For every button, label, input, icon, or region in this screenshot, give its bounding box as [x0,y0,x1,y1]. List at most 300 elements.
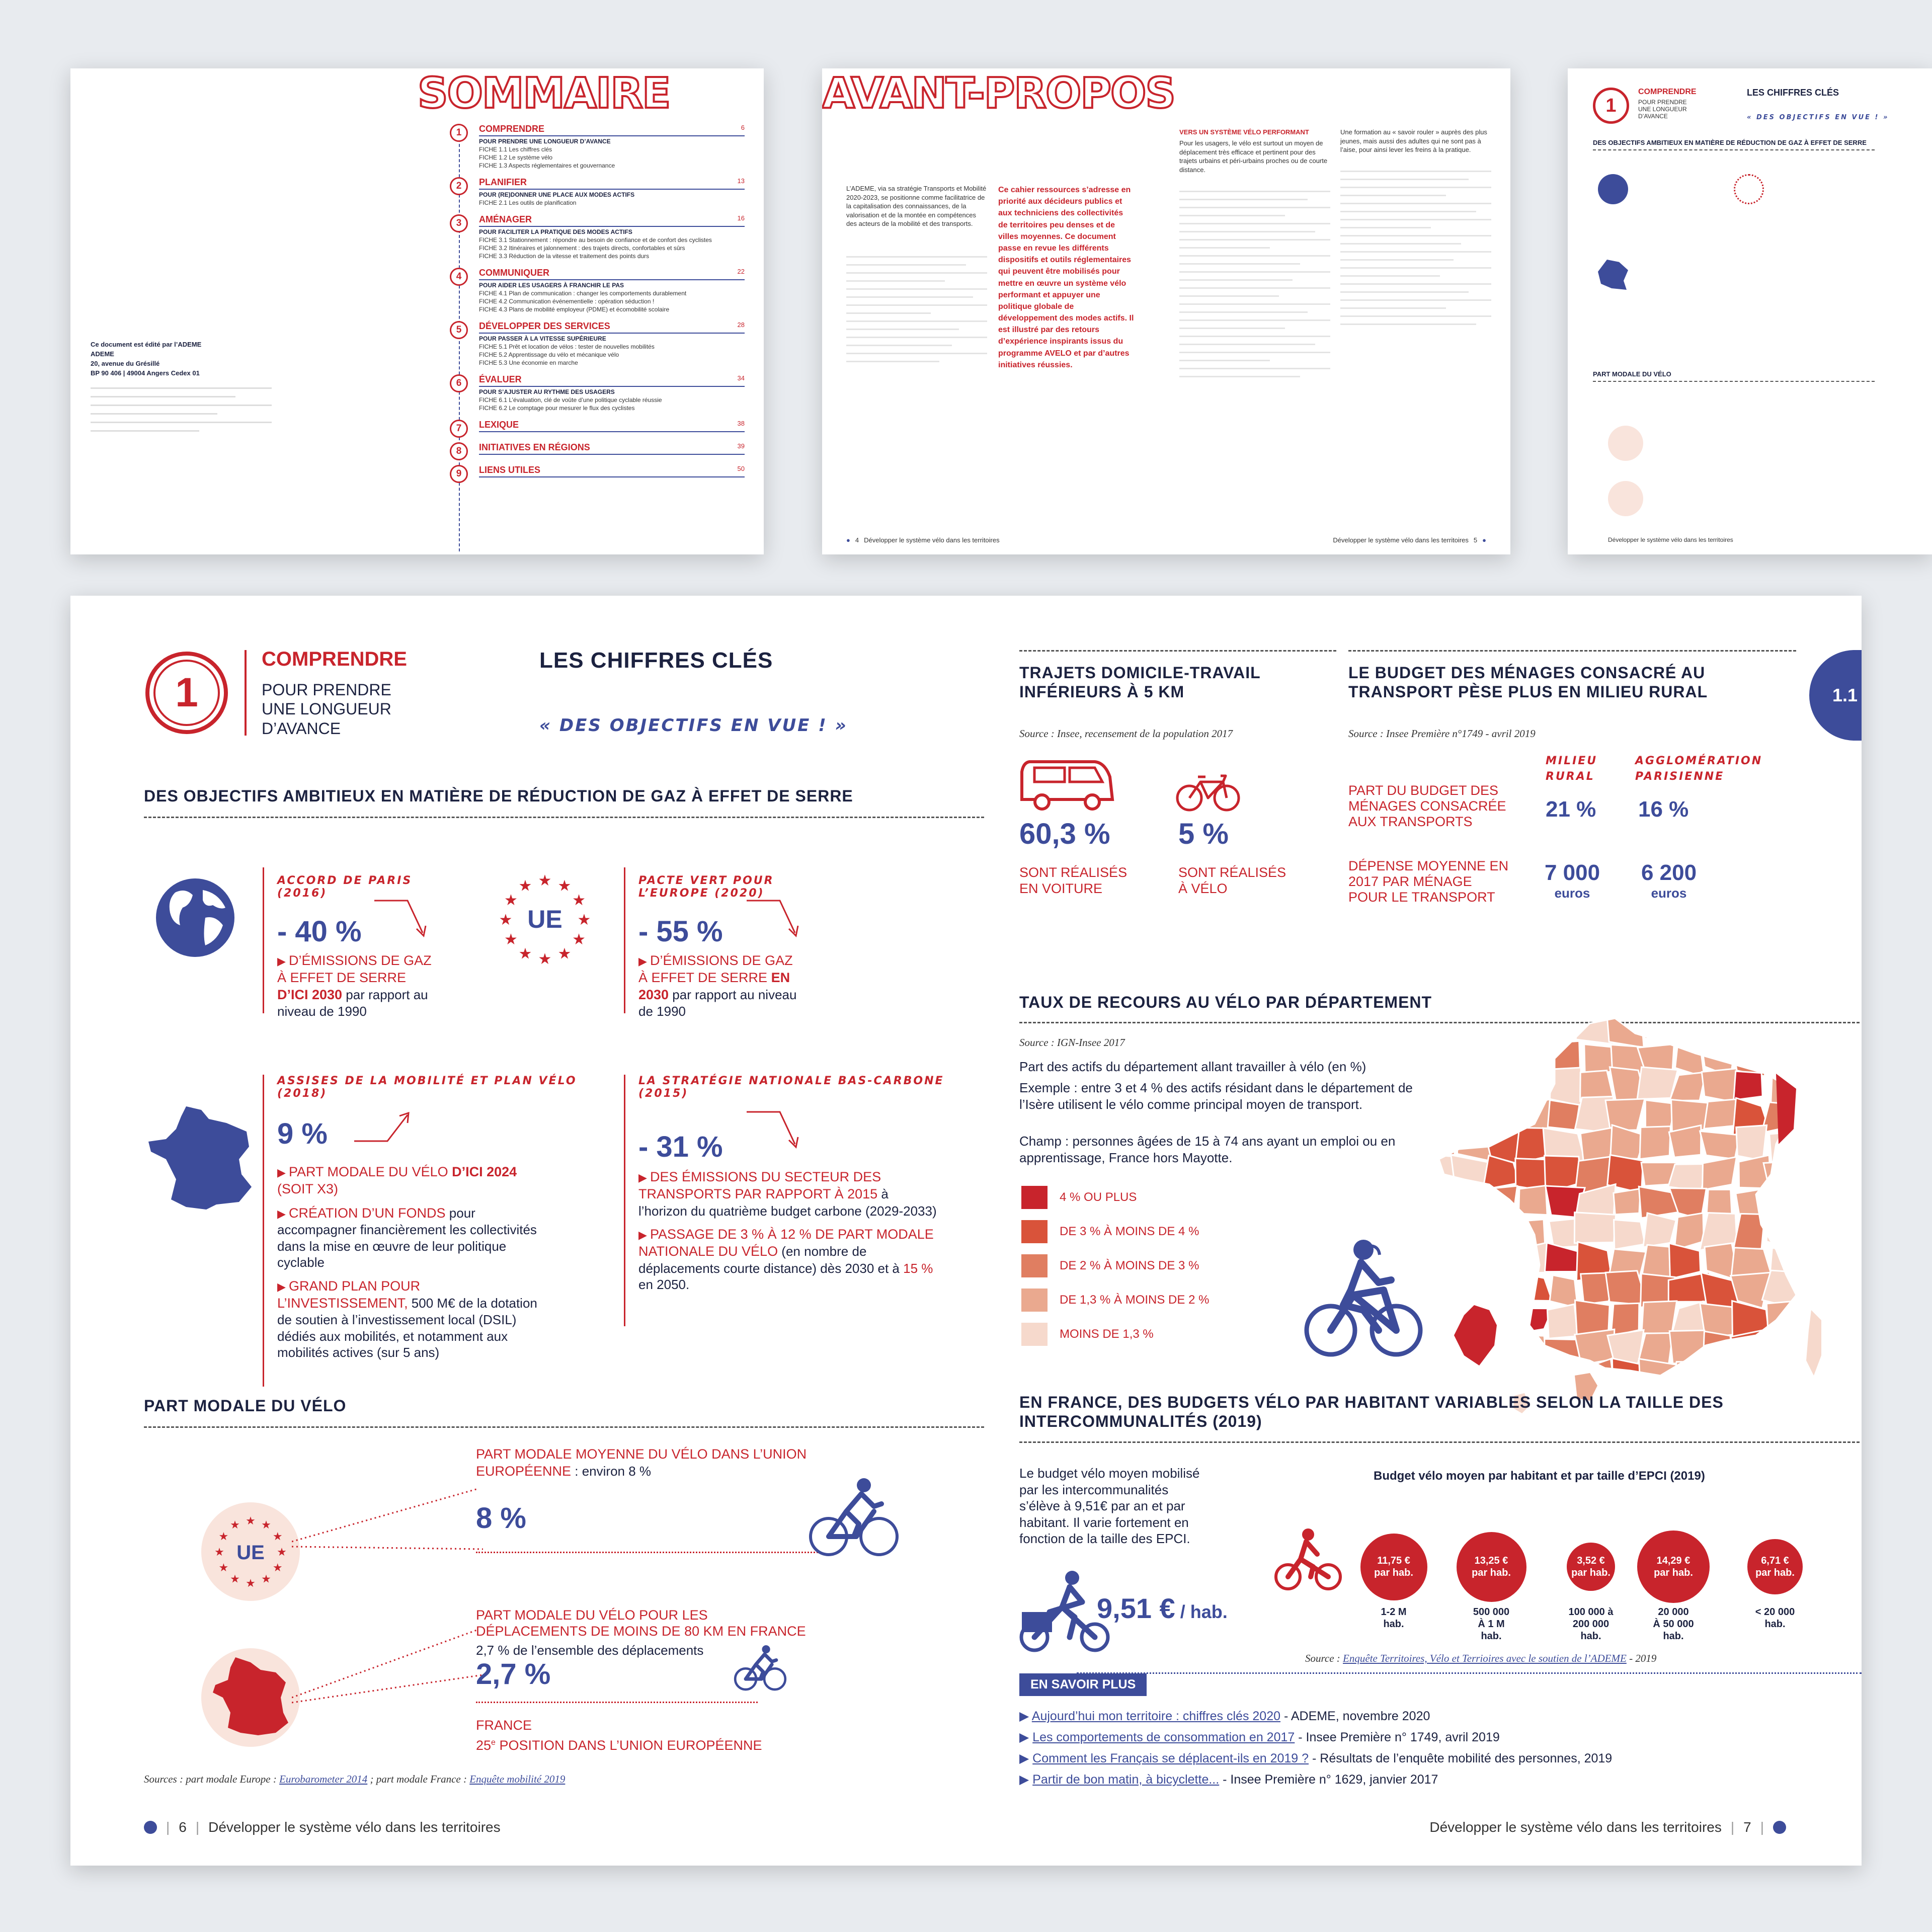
budget-source: Source : Insee Première n°1749 - avril 2019 [1348,728,1536,740]
france-choropleth-map [1424,1013,1852,1456]
car-value: 60,3 % [1019,818,1110,850]
toc-sub: POUR PASSER À LA VITESSE SUPÉRIEURE [479,335,606,342]
bike-label: SONT RÉALISÉS À VÉLO [1178,865,1286,897]
department-cell [1486,1013,1523,1048]
department-cell [1799,1246,1831,1279]
toc-page: 34 [737,374,745,382]
department-cell [1614,1220,1645,1249]
toc-item: FICHE 3.1 Stationnement : répondre au besoin de confiance et de confort des cyclistes [479,236,712,244]
department-cell [1801,1186,1833,1219]
department-cell [1481,1215,1513,1247]
left-footer-text: Développer le système vélo dans les territoires [208,1819,501,1835]
toc-number: 1 [450,124,468,142]
green-deal-label: PACTE VERT POUR L’EUROPE (2020) [638,874,774,900]
thumb3-sub: POUR PRENDRE UNE LONGUEUR D’AVANCE [1638,99,1687,120]
department-cell [1802,1364,1834,1397]
epci-bubble [1457,1532,1526,1602]
department-cell [1451,1183,1491,1221]
fr-modal-label: PART MODALE DU VÉLO POUR LES DÉPLACEMENTS DE MOINS DE 80 KM EN FRANCE [476,1607,806,1639]
france-connector [292,1627,483,1713]
legend-item [1021,1321,1323,1347]
epci-bubble-label: 20 000 À 50 000 hab. [1653,1606,1694,1642]
toc-title: ÉVALUER [479,374,522,384]
department-cell [1428,1221,1459,1247]
eu-modal-text: PART MODALE MOYENNE DU VÉLO DANS L’UNION EUROPÉENNE : environ 8 % [476,1446,807,1479]
epci-bubble [1747,1539,1803,1594]
legend-swatch [1021,1186,1048,1209]
toc-entry[interactable] [448,214,745,260]
department-cell [1643,1213,1676,1247]
epci-bubble-unit: par hab. [1374,1567,1413,1578]
eu-label: UE [527,905,562,933]
department-cell [1424,1272,1458,1308]
toc-page: 16 [737,214,745,222]
epci-bubble [1567,1543,1615,1591]
legend-label: DE 1,3 % À MOINS DE 2 % [1060,1293,1210,1307]
eu-star-icon: ★ [214,1546,224,1559]
thumb3-section2: PART MODALE DU VÉLO [1593,370,1875,382]
department-cell [1642,1013,1673,1039]
further-reading-item: ▶ Aujourd’hui mon territoire : chiffres clés 2020 - ADEME, novembre 2020 [1019,1709,1430,1723]
toc-page: 50 [737,465,745,472]
toc-title: INITIATIVES EN RÉGIONS [479,442,590,452]
eu-star-icon: ★ [572,891,586,909]
toc-title: LEXIQUE [479,420,519,430]
epci-bubble [1637,1531,1710,1603]
epci-chart-title: Budget vélo moyen par habitant et par taille d’EPCI (2019) [1374,1469,1705,1483]
toc-title: COMMUNIQUER [479,268,549,278]
department-cell [1765,1185,1798,1219]
paris-arrow-icon [372,898,433,943]
further-reading-item: ▶ Les comportements de consommation en 2017 - Insee Première n° 1749, avril 2019 [1019,1730,1500,1744]
legend-item [1021,1287,1323,1313]
snbc-label: LA STRATÉGIE NATIONALE BAS-CARBONE (2015) [638,1075,944,1100]
toc-title: AMÉNAGER [479,214,532,224]
taux-p1: Part des actifs du département allant travailler à vélo (en %) [1019,1059,1366,1074]
chapter-subtitle: POUR PRENDRE UNE LONGUEUR D’AVANCE [262,681,391,738]
toc-entry[interactable] [448,374,745,412]
department-cell [1481,1360,1516,1396]
avant-propos-col2: Ce cahier ressources s’adresse en priorité aux décideurs publics et aux techniciens des collectivités de territoires peu denses et de villes moyennes. Ce document passe en revue les différents dispositifs et outils réglementaires qui peuvent être mobilisés pour mettre en œuvre un système vélo performant et appuyer une politique globale de développement des modes actifs. Il est illustré par des retours d’expérience inspirants issus du programme AVELO et par d’autres initiatives réussies. [998,186,1134,369]
thumb3-heading: LES CHIFFRES CLÉS [1747,88,1839,98]
department-cell [1516,1013,1551,1048]
left-sources: Sources : part modale Europe : Eurobarometer 2014 ; part modale France : Enquête mobilité 2019 [144,1773,566,1785]
further-reading-link[interactable]: Partir de bon matin, à bicyclette... [1032,1773,1220,1787]
department-cell [1798,1157,1831,1187]
further-reading-item: ▶ Comment les Français se déplacent-ils en 2019 ? - Résultats de l’enquête mobilité des personnes, 2019 [1019,1751,1613,1765]
department-cell [1731,1330,1764,1366]
green-deal-arrow-icon [745,898,805,943]
toc-sub: POUR AIDER LES USAGERS À FRANCHIR LE PAS [479,282,624,289]
taux-title: TAUX DE RECOURS AU VÉLO PAR DÉPARTEMENT [1019,993,1860,1023]
epci-bubble-value: 14,29 € [1656,1555,1691,1566]
further-reading-list [1019,1709,1824,1793]
eu-modal-value: 8 % [476,1502,526,1535]
department-cell [1763,1013,1803,1044]
department-cell [1800,1133,1832,1165]
avant-propos-footer-left: ● 4 Développer le système vélo dans les territoires [846,536,1000,544]
fr-country: FRANCE [476,1718,532,1733]
department-cell [1675,1017,1710,1045]
department-cell [1518,1070,1547,1102]
eu-star-icon: ★ [572,930,586,948]
toc-entry[interactable] [448,321,745,366]
department-cell [1519,1185,1548,1215]
fr-modal-rest: 2,7 % de l’ensemble des déplacements [476,1643,704,1658]
department-cell [1797,1037,1827,1075]
budget-row2-label: DÉPENSE MOYENNE EN 2017 PAR MÉNAGE POUR LE TRANSPORT [1348,858,1509,905]
page-heading: LES CHIFFRES CLÉS [539,648,773,673]
thumb-page-sommaire [70,68,764,554]
toc-entry[interactable] [448,124,745,169]
toc-page: 13 [737,177,745,185]
avant-propos-footer-right: Développer le système vélo dans les territoires 5 ● [1333,536,1486,544]
toc-title: PLANIFIER [479,177,527,187]
toc-item: FICHE 1.2 Le système vélo [479,154,553,161]
toc-item: FICHE 1.3 Aspects réglementaires et gouvernance [479,162,615,169]
eu-star-icon: ★ [538,950,552,967]
eu-star-icon: ★ [577,911,591,929]
eu-star-icon: ★ [261,1573,271,1586]
avant-propos-col4-lines [1340,164,1491,332]
toc-number: 7 [450,420,468,438]
enquete-territoires-link[interactable]: Enquête Territoires, Vélo et Terrioires avec le soutien de l’ADEME [1343,1652,1627,1664]
department-cell [1763,1041,1799,1072]
department-cell [1703,1331,1733,1368]
eu-star-icon: ★ [277,1546,287,1559]
department-cell [1703,1359,1739,1393]
sommaire-title: SOMMAIRE [418,68,670,118]
toc-title: COMPRENDRE [479,124,545,134]
avant-propos-title: AVANT-PROPOS [822,68,1175,118]
eu-star-icon: ★ [499,911,513,929]
toc-page: 28 [737,321,745,329]
thumb3-title: COMPRENDRE [1638,88,1697,96]
taux-source: Source : IGN-Insee 2017 [1019,1036,1125,1049]
fr-modal-value: 2,7 % [476,1658,551,1691]
trajets-source: Source : Insee, recensement de la population 2017 [1019,728,1233,740]
bike-value: 5 % [1178,818,1229,850]
avant-propos-col1-lines [846,250,987,369]
department-cell [1456,1363,1488,1395]
department-cell [1484,1041,1516,1076]
toc-page: 38 [737,420,745,427]
department-cell [1766,1218,1803,1252]
green-deal-value: - 55 % [638,915,723,948]
toc-item: FICHE 3.2 Itinéraires et jalonnement : des trajets directs, confortables et sûrs [479,245,685,252]
toc-page: 39 [737,442,745,450]
further-reading-link[interactable]: Les comportements de consommation en 2017 [1032,1730,1295,1744]
department-cell [1453,1013,1488,1039]
chapter-number-badge [144,650,229,736]
department-cell [1793,1095,1827,1136]
toc-number: 8 [450,442,468,460]
toc-sub: POUR PRENDRE UNE LONGUEUR D’AVANCE [479,138,611,145]
toc-page: 22 [737,268,745,275]
epci-bubble-label: 1-2 M hab. [1381,1606,1407,1630]
taux-p2: Exemple : entre 3 et 4 % des actifs résidant dans le département de l’Isère utilisent le vélo comme principal moyen de transport. [1019,1080,1413,1112]
toc-number: 4 [450,268,468,286]
budget-title: LE BUDGET DES MÉNAGES CONSACRÉ AU TRANSPORT PÈSE PLUS EN MILIEU RURAL [1348,664,1708,701]
eu-star-icon: ★ [538,871,552,890]
epci-bubble [1360,1534,1427,1600]
department-cell [1481,1247,1514,1276]
department-cell [1424,1037,1455,1072]
snbc-line1: ▶ DES ÉMISSIONS DU SECTEUR DES TRANSPORTS PAR RAPPORT À 2015 à l’horizon du quatrième budget carbone (2029-2033) [638,1169,937,1219]
further-reading-meta: - Insee Première n° 1749, avril 2019 [1295,1730,1500,1744]
plan-velo-label: ASSISES DE LA MOBILITÉ ET PLAN VÉLO (2018) [277,1075,577,1100]
epci-title: EN FRANCE, DES BUDGETS VÉLO PAR HABITANT VARIABLES SELON LA TAILLE DES INTERCOMMUNALITÉS (2019) [1019,1393,1860,1443]
toc-number: 9 [450,465,468,483]
toc-sub: POUR FACILITER LA PRATIQUE DES MODES ACTIFS [479,228,632,235]
france-bubble-icon [200,1647,301,1748]
epci-bubble-value: 11,75 € [1377,1555,1410,1566]
epci-bubble-unit: par hab. [1654,1567,1693,1578]
footer-logo-icon [144,1821,157,1834]
department-cell [1736,1125,1767,1161]
department-cell [1612,1358,1643,1393]
toc-item: FICHE 6.2 Le comptage pour mesurer le flux des cyclistes [479,405,635,412]
department-cell [1513,1038,1553,1068]
avant-propos-col3-lines [1179,184,1330,384]
further-reading-meta: - Résultats de l’enquête mobilité des personnes, 2019 [1309,1751,1613,1765]
department-cell [1550,1275,1578,1308]
fr-rank: 25e POSITION DANS L’UNION EUROPÉENNE [476,1738,762,1753]
toc-number: 5 [450,321,468,339]
department-cell [1453,1101,1491,1125]
department-cell [1548,1100,1579,1130]
cyclist-icon-fr [733,1642,788,1693]
budget-row2-paris: 6 200 euros [1641,860,1697,901]
eu-bubble-icon [200,1501,301,1602]
toc-sub: POUR (RE)DONNER UNE PLACE AUX MODES ACTIFS [479,191,635,198]
toc-item: FICHE 6.1 L’évaluation, clé de voûte d’une politique cyclable réussie [479,396,662,404]
epci-bubble-value: 6,71 € [1761,1555,1789,1566]
plan-velo-line3: ▶ GRAND PLAN POUR L’INVESTISSEMENT, 500 M€ de la dotation de soutien à l’investissement local (DSIL) dédiés aux mobilités, et notamment aux mobilités actives (sur 5 ans) [277,1278,537,1360]
legend-label: DE 3 % À MOINS DE 4 % [1060,1225,1199,1238]
department-cell [1488,1276,1522,1311]
department-cell [1700,1131,1740,1159]
en-savoir-plus-badge: EN SAVOIR PLUS [1019,1673,1147,1696]
further-reading-meta: - Insee Première n° 1629, janvier 2017 [1219,1773,1438,1787]
chapter-divider [245,650,247,736]
toc-entry[interactable] [448,442,745,455]
eu-bubble-label: UE [236,1542,265,1564]
taux-p3: Champ : personnes âgées de 15 à 74 ans ayant un emploi ou en apprentissage, France hors Mayotte. [1019,1134,1396,1165]
toc-entry[interactable] [448,420,745,432]
toc-item: FICHE 4.2 Communication événementielle : opération séduction ! [479,298,655,305]
right-page-number: 7 [1743,1819,1751,1835]
department-cell [1424,1097,1457,1128]
department-cell [1512,1363,1552,1396]
paris-accord-label: ACCORD DE PARIS (2016) [277,874,413,900]
legend-item [1021,1253,1323,1279]
budget-top-rule [1348,650,1796,652]
epci-bubble-value: 3,52 € [1577,1555,1605,1566]
department-cell [1669,1243,1700,1279]
eu-star-icon: ★ [557,877,572,895]
trajets-top-rule [1019,650,1336,652]
colophon-fine-print [91,380,272,439]
france-map-icon [146,1104,257,1215]
department-cell [1424,1249,1457,1279]
epci-bubble-unit: par hab. [1755,1567,1795,1578]
toc-entry[interactable] [448,465,745,477]
department-cell [1734,1013,1773,1043]
globe-icon [155,877,235,958]
toc-number: 3 [450,214,468,232]
department-cell [1452,1069,1489,1102]
paris-accord-text: ▶ D’ÉMISSIONS DE GAZ À EFFET DE SERRE D’ICI 2030 par rapport au niveau de 1990 [277,953,432,1019]
budget-col-rural: MILIEU RURAL [1546,755,1598,783]
department-cell [1674,1213,1704,1250]
eu-star-icon: ★ [504,930,518,948]
department-cell [1454,1243,1491,1278]
right-footer-text: Développer le système vélo dans les territoires [1429,1819,1722,1835]
plan-velo-arrow-icon [352,1109,413,1144]
department-cell [1797,1066,1827,1102]
thumb3-number-badge: 1 [1593,88,1629,124]
epci-source-rule [1077,1672,1862,1674]
snbc-value: - 31 % [638,1131,723,1163]
map-legend [1021,1184,1323,1355]
toc-item: FICHE 3.3 Réduction de la vitesse et traitement des points durs [479,253,650,260]
legend-swatch [1021,1254,1048,1277]
thumb-page-avant-propos [822,68,1510,554]
department-cell [1547,1304,1577,1338]
department-cell [1703,1157,1737,1190]
thumb3-globe-icon [1598,174,1628,204]
department-cell [1766,1301,1797,1335]
epci-bubble-label: < 20 000 hab. [1755,1606,1795,1630]
further-reading-item: ▶ Partir de bon matin, à bicyclette... - Insee Première n° 1629, janvier 2017 [1019,1773,1438,1787]
epci-big-value: 9,51 € / hab. [1097,1592,1228,1624]
eu-star-icon: ★ [218,1530,229,1543]
department-cell [1451,1039,1482,1073]
department-cell [1424,1304,1453,1334]
eu-modal-underline [476,1552,818,1553]
legend-item [1021,1184,1323,1211]
toc-entry[interactable] [448,177,745,206]
department-cell [1802,1215,1829,1249]
department-cell [1793,1013,1833,1043]
eu-star-icon: ★ [504,891,518,909]
department-cell [1547,1365,1579,1393]
department-cell [1707,1189,1732,1215]
further-reading-meta: - ADEME, novembre 2020 [1280,1709,1430,1723]
epci-bubble-label: 100 000 à 200 000 hab. [1568,1606,1614,1642]
department-cell [1513,1335,1547,1361]
chapter-number: 1 [175,670,198,715]
toc-item: FICHE 2.1 Les outils de planification [479,199,577,206]
department-cell [1424,1071,1452,1105]
car-icon [1019,757,1115,812]
toc-item: FICHE 1.1 Les chiffres clés [479,146,552,153]
toc-item: FICHE 5.2 Apprentissage du vélo et mécanique vélo [479,351,619,358]
avant-propos-col3: Pour les usagers, le vélo est surtout un moyen de déplacement très efficace et pertinent pour des trajets urbains et péri-urbains proches ou de courte distance. [1179,139,1328,174]
footer-logo-icon-right [1773,1821,1786,1834]
cyclist-woman-icon [1303,1235,1424,1360]
legend-swatch [1021,1323,1048,1346]
thumb3-eu-icon [1734,174,1764,204]
plan-velo-value: 9 % [277,1117,328,1150]
paris-accord-value: - 40 % [277,915,362,948]
department-cell [1639,1359,1678,1390]
car-label: SONT RÉALISÉS EN VOITURE [1019,865,1128,897]
department-cell [1668,1164,1707,1191]
section-title-ghg: DES OBJECTIFS AMBITIEUX EN MATIÈRE DE RÉDUCTION DE GAZ À EFFET DE SERRE [144,787,984,818]
department-cell [1734,1071,1762,1100]
department-cell [1424,1128,1455,1155]
epci-bubble-label: 500 000 À 1 M hab. [1473,1606,1510,1642]
eu-star-icon: ★ [230,1573,240,1586]
thumb-page-comprendre [1568,68,1932,554]
eu-star-icon: ★ [557,945,572,963]
eu-star-icon: ★ [272,1561,283,1574]
cyclist-icon-eu [806,1476,902,1557]
avant-propos-col4: Une formation au « savoir rouler » auprès des plus jeunes, mais aussi des adultes qui ne sont pas à l’aise, pour ainsi lever les freins à la pratique. [1340,128,1487,154]
budget-row2-rural: 7 000 euros [1544,860,1600,901]
legend-item [1021,1219,1323,1245]
legend-label: DE 2 % À MOINS DE 3 % [1060,1259,1199,1272]
eu-star-icon: ★ [218,1561,229,1574]
legend-label: MOINS DE 1,3 % [1060,1327,1154,1341]
department-cell [1704,1099,1737,1129]
epci-text: Le budget vélo moyen mobilisé par les intercommunalités s’élève à 9,51€ par an et par habitant. Il varie fortement en fonction de la taille des EPCI. [1019,1466,1200,1546]
department-cell [1614,1188,1641,1214]
avant-propos-col3-title: VERS UN SYSTÈME VÉLO PERFORMANT [1179,128,1309,136]
department-cell [1675,1041,1704,1077]
epci-source: Source : Enquête Territoires, Vélo et Terrioires avec le soutien de l’ADEME - 2019 [1305,1652,1657,1664]
budget-row1-paris: 16 % [1638,797,1689,822]
chapter-tab: 1.1 [1809,650,1862,741]
snbc-line2: ▶ PASSAGE DE 3 % À 12 % DE PART MODALE NATIONALE DU VÉLO (en nombre de déplacements courte distance) dès 2030 et à 15 % en 2050. [638,1227,934,1292]
trajets-title: TRAJETS DOMICILE-TRAVAIL INFÉRIEURS À 5 KM [1019,664,1261,701]
toc-item: FICHE 5.3 Une économie en marche [479,359,578,366]
department-cell [1640,1126,1670,1159]
toc-list [448,124,745,488]
avant-propos-col1: L’ADEME, via sa stratégie Transports et Mobilité 2020-2023, se positionne comme facilitatrice de la capitalisation des connaissances, de la valorisation et de la montée en compétences des acteurs de la mobilité et des transports. [846,185,987,228]
colophon: Ce document est édité par l’ADEME ADEME 20, avenue du Grésillé BP 90 406 | 49004 Angers Cedex 01 [91,341,202,377]
thumb3-eu-bubble [1608,426,1643,461]
further-reading-link[interactable]: Aujourd’hui mon territoire : chiffres clés 2020 [1031,1709,1281,1723]
toc-entry[interactable] [448,268,745,313]
right-footer: Développer le système vélo dans les territoires | 7 | [1429,1819,1786,1835]
thumb3-france-icon [1598,260,1628,290]
main-spread [70,596,1862,1866]
department-cell [1424,1332,1456,1363]
toc-item: FICHE 4.3 Plans de mobilité employeur (PDME) et écomobilité scolaire [479,306,670,313]
department-cell [1482,1099,1513,1134]
eu-star-icon: ★ [246,1577,256,1590]
toc-number: 6 [450,374,468,392]
further-reading-link[interactable]: Comment les Français se déplacent-ils en 2019 ? [1032,1751,1309,1765]
thumb3-fr-bubble [1608,481,1643,516]
eu-star-icon: ★ [261,1519,271,1532]
eu-stars-icon [497,871,593,967]
eu-star-icon: ★ [246,1514,256,1527]
enquete-mobilite-link[interactable]: Enquête mobilité 2019 [469,1773,566,1785]
eu-star-icon: ★ [272,1530,283,1543]
green-deal-text: ▶ D’ÉMISSIONS DE GAZ À EFFET DE SERRE EN 2030 par rapport au niveau de 1990 [638,953,797,1019]
toc-page: 6 [741,124,745,131]
toc-item: FICHE 4.1 Plan de communication : changer les comportements durablement [479,290,687,297]
snbc-arrow-icon [745,1109,805,1154]
section-title-part-modale: PART MODALE DU VÉLO [144,1397,984,1428]
legend-swatch [1021,1220,1048,1243]
eurobarometer-link[interactable]: Eurobarometer 2014 [279,1773,368,1785]
thumb3-section1: DES OBJECTIFS AMBITIEUX EN MATIÈRE DE RÉDUCTION DE GAZ À EFFET DE SERRE [1593,139,1875,150]
